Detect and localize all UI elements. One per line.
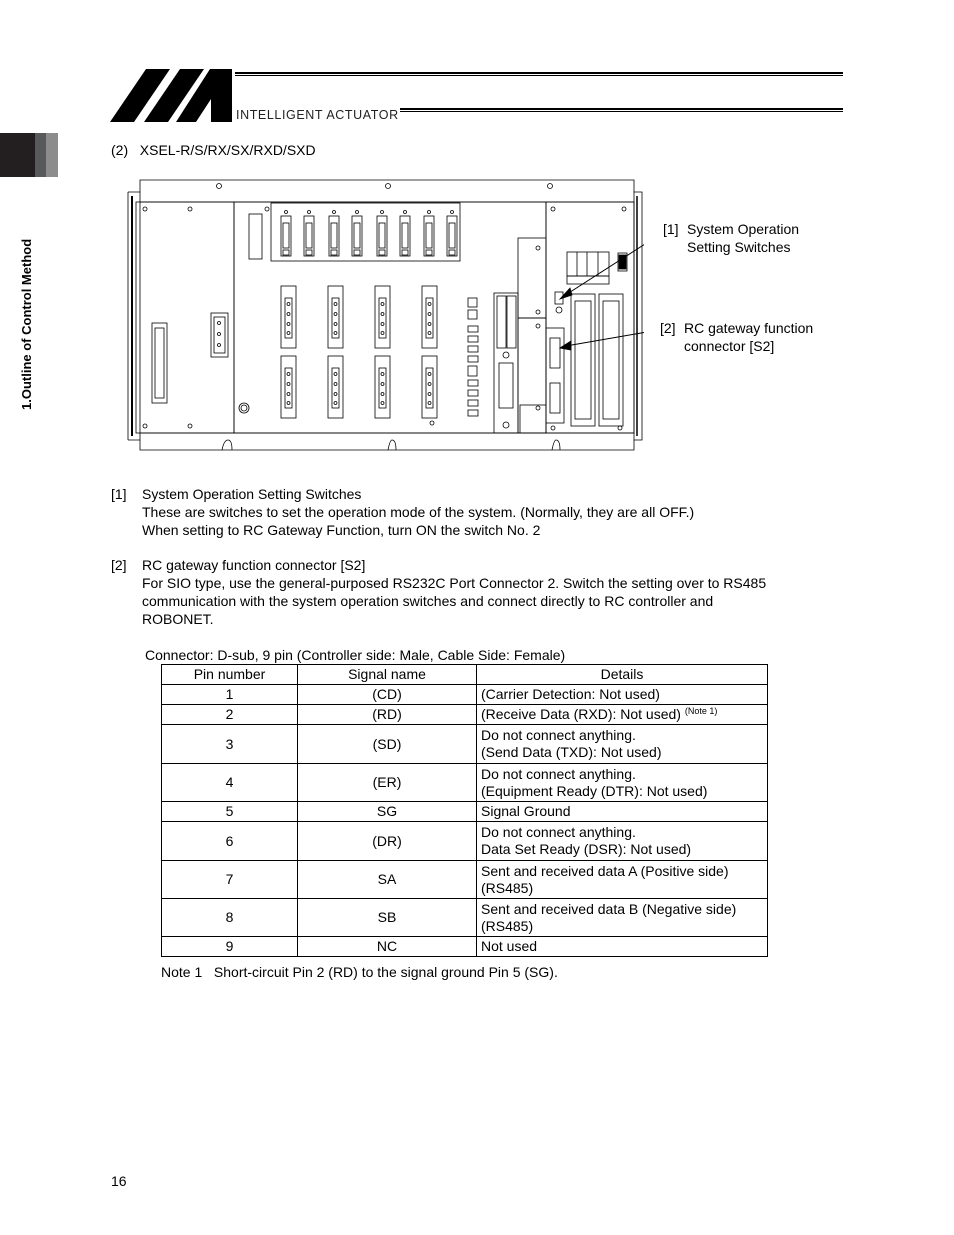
- description-item-2: [2] RC gateway function connector [S2] For SIO type, use the general-purposed RS232C Port Connector 2. Switch the setting over to RS485 communication with the system operation switches and connect directly to RC controller and ROBONET.: [111, 557, 767, 627]
- encoder-connectors: [281, 211, 457, 257]
- description-item-1: [1] System Operation Setting Switches These are switches to set the operation mode of the system. (Normally, they are all OFF.) When setting to RC Gateway Function, turn ON the switch No. 2: [111, 486, 695, 538]
- header-signal-name: Signal name: [298, 665, 477, 685]
- section-title: (2) XSEL-R/S/RX/SX/RXD/SXD: [111, 142, 316, 158]
- table-row: 5 SG Signal Ground: [162, 802, 768, 822]
- description-title: System Operation Setting Switches: [142, 486, 362, 502]
- iai-logo-icon: [110, 69, 235, 122]
- table-row: 2 (RD) (Receive Data (RXD): Not used) $^{(Note 1)}$: [162, 705, 768, 725]
- chapter-tab-marker: [0, 133, 58, 177]
- controller-front-panel-diagram: [124, 178, 644, 458]
- description-title: RC gateway function connector [S2]: [142, 557, 366, 573]
- header-rule-top: [235, 72, 843, 76]
- note-reference: (Note 1): [684, 706, 718, 716]
- terminal-blocks: [468, 298, 478, 416]
- brand-text: INTELLIGENT ACTUATOR: [236, 108, 399, 122]
- table-row: 7 SA Sent and received data A (Positive side) (RS485): [162, 861, 768, 899]
- header-pin-number: Pin number: [162, 665, 298, 685]
- callout-system-operation-switches: [1] System Operation Setting Switches: [663, 221, 800, 255]
- table-row: 1 (CD) (Carrier Detection: Not used): [162, 685, 768, 705]
- connector-caption: Connector: D-sub, 9 pin (Controller side: Male, Cable Side: Female): [145, 647, 566, 663]
- table-row: 3 (SD) Do not connect anything. (Send Data (TXD): Not used): [162, 725, 768, 764]
- pin-assignment-table: [161, 664, 768, 957]
- table-row: 4 (ER) Do not connect anything. (Equipment Ready (DTR): Not used): [162, 764, 768, 802]
- chapter-side-label: 1.Outline of Control Method: [19, 238, 34, 410]
- motor-connectors: [281, 286, 437, 418]
- table-row: 9 NC Not used: [162, 937, 768, 957]
- callout-rc-gateway-connector: [2] RC gateway function connector [S2]: [660, 320, 814, 354]
- table-row: 8 SB Sent and received data B (Negative side) (RS485): [162, 899, 768, 937]
- header-details: Details: [477, 665, 768, 685]
- header-rule-bottom: [400, 108, 843, 112]
- table-header-row: [162, 665, 768, 685]
- table-footnote: Note 1 Short-circuit Pin 2 (RD) to the signal ground Pin 5 (SG).: [161, 964, 558, 980]
- table-row: 6 (DR) Do not connect anything. Data Set Ready (DSR): Not used): [162, 822, 768, 861]
- page-number: 16: [111, 1173, 127, 1189]
